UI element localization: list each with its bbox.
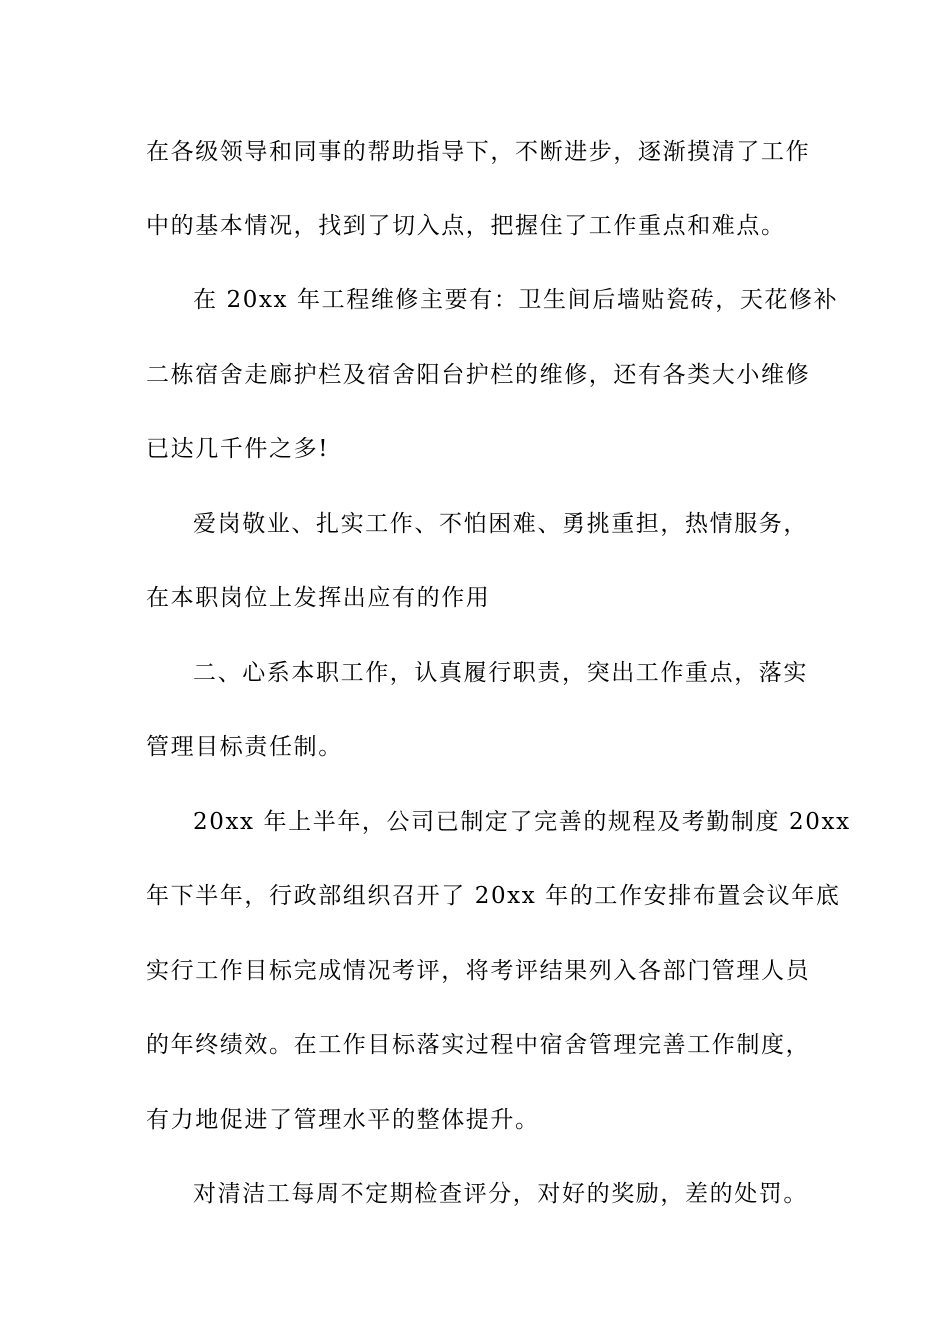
paragraph-line: 管理目标责任制。: [146, 734, 343, 760]
paragraph-line: 在 20xx 年工程维修主要有：卫生间后墙贴瓷砖，天花修补: [193, 287, 839, 313]
paragraph-line: 爱岗敬业、扎实工作、不怕困难、勇挑重担，热情服务，: [193, 511, 808, 537]
paragraph-line: 年下半年，行政部组织召开了 20xx 年的工作安排布置会议年底: [146, 883, 841, 909]
paragraph-line: 已达几千件之多!: [146, 436, 330, 462]
paragraph-line: 二栋宿舍走廊护栏及宿舍阳台护栏的维修，还有各类大小维修: [146, 362, 811, 388]
paragraph-line: 实行工作目标完成情况考评，将考评结果列入各部门管理人员: [146, 958, 811, 984]
paragraph-line: 20xx 年上半年，公司已制定了完善的规程及考勤制度 20xx: [193, 809, 851, 835]
paragraph-line: 在本职岗位上发挥出应有的作用: [146, 585, 491, 611]
paragraph-line: 有力地促进了管理水平的整体提升。: [146, 1107, 540, 1133]
paragraph-line: 中的基本情况，找到了切入点，把握住了工作重点和难点。: [146, 213, 786, 239]
paragraph-line: 在各级领导和同事的帮助指导下，不断进步，逐渐摸清了工作: [146, 139, 811, 165]
paragraph-line: 对清洁工每周不定期检查评分，对好的奖励，差的处罚。: [193, 1181, 808, 1207]
paragraph-line: 二、心系本职工作，认真履行职责，突出工作重点，落实: [193, 660, 808, 686]
paragraph-line: 的年终绩效。在工作目标落实过程中宿舍管理完善工作制度，: [146, 1032, 811, 1058]
